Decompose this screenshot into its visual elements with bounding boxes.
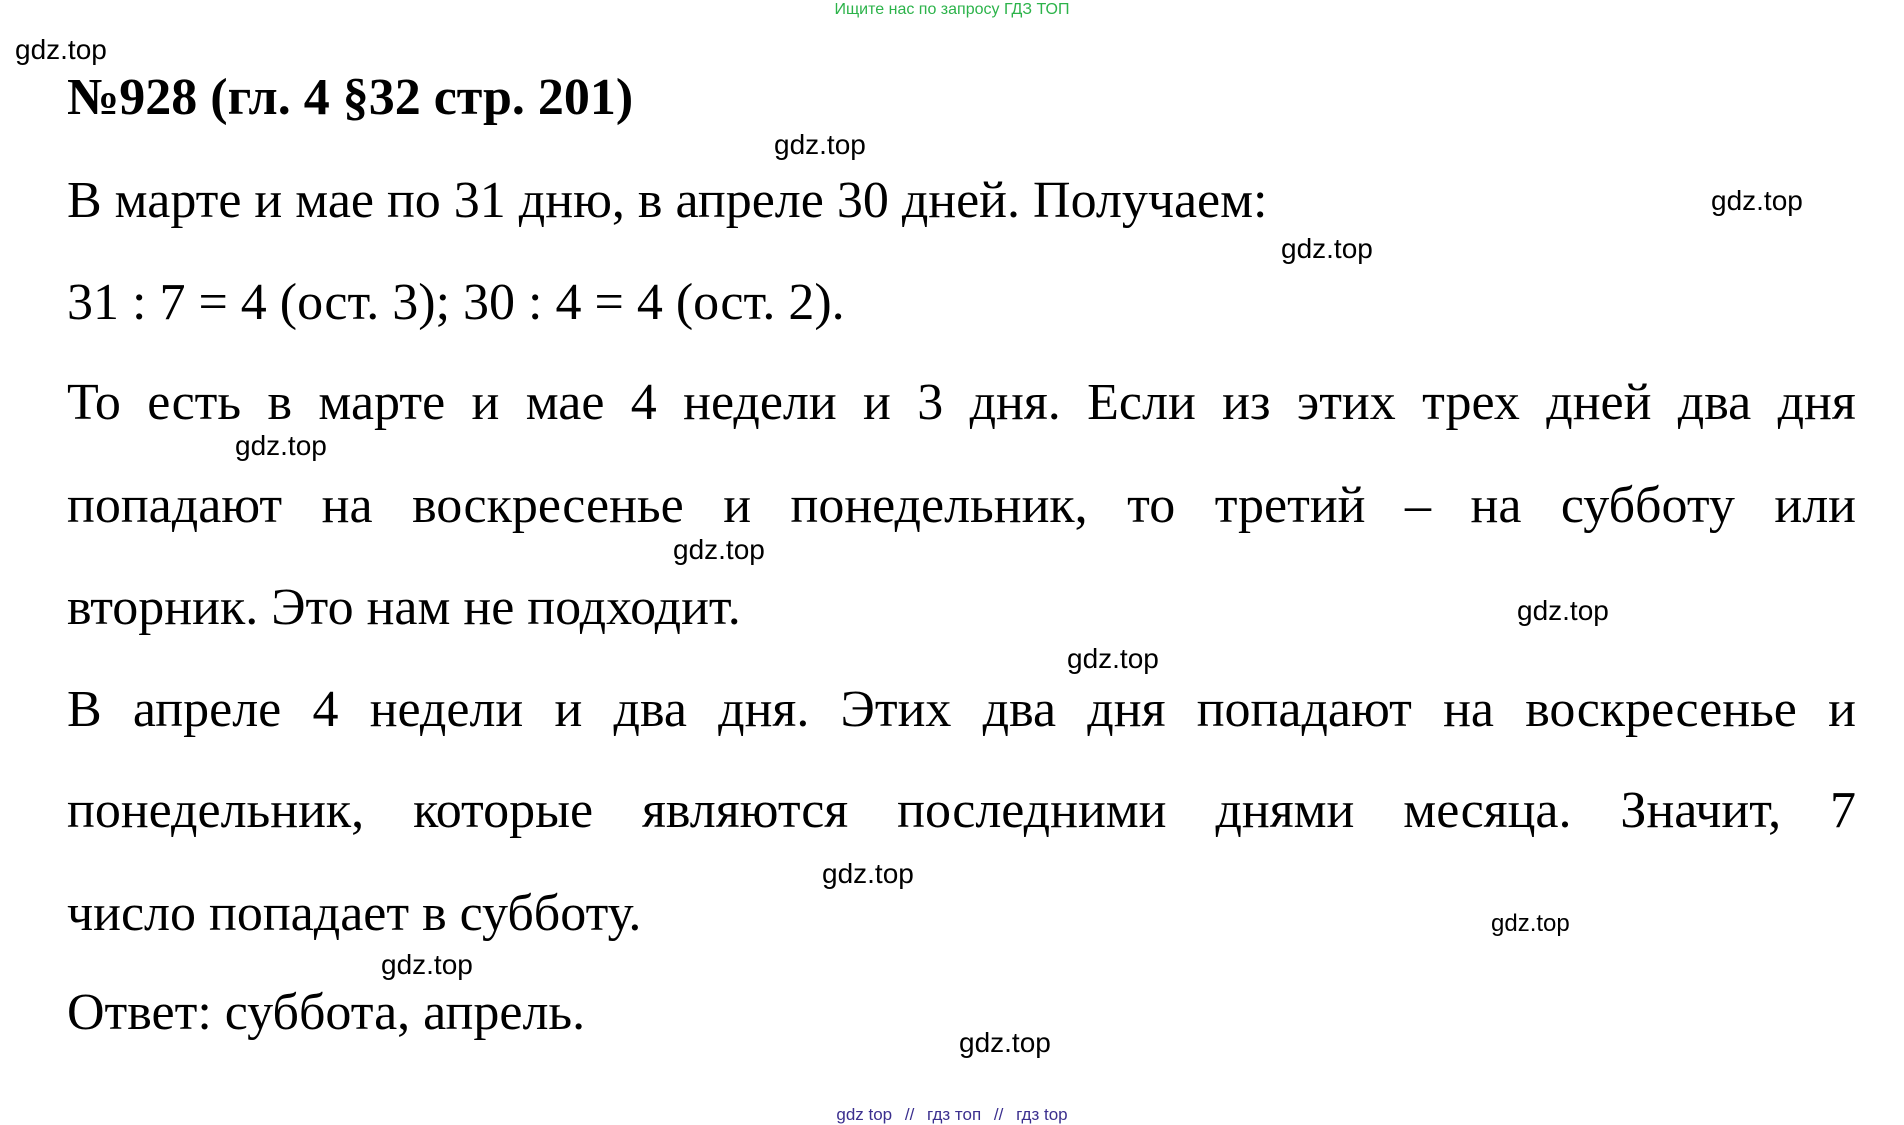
text-line-5: вторник. Это нам не подходит. bbox=[67, 579, 741, 636]
word: днями bbox=[1215, 782, 1355, 839]
word: третий bbox=[1214, 477, 1366, 534]
top-banner: Ищите нас по запросу ГДЗ ТОП bbox=[834, 1, 1070, 18]
word: Значит, bbox=[1620, 782, 1782, 839]
word: два bbox=[613, 681, 687, 738]
word: последними bbox=[897, 782, 1167, 839]
text-line-2: 31 : 7 = 4 (ост. 3); 30 : 4 = 4 (ост. 2). bbox=[67, 274, 845, 331]
bottom-link[interactable]: гдз top bbox=[1016, 1105, 1068, 1124]
word: в bbox=[267, 374, 293, 431]
word: являются bbox=[642, 782, 849, 839]
word: есть bbox=[147, 374, 242, 431]
watermark: gdz.top bbox=[1281, 233, 1373, 264]
word: и bbox=[723, 477, 752, 534]
text-line-7 bbox=[67, 782, 1856, 839]
word: дня. bbox=[718, 681, 810, 738]
word: или bbox=[1774, 477, 1856, 534]
word: недели bbox=[683, 374, 837, 431]
watermark: gdz.top bbox=[235, 430, 327, 461]
word: этих bbox=[1296, 374, 1396, 431]
page-title: №928 (гл. 4 §32 стр. 201) bbox=[67, 69, 634, 126]
word: и bbox=[1828, 681, 1856, 738]
bottom-link[interactable]: gdz top bbox=[836, 1105, 893, 1124]
word: дня bbox=[1087, 681, 1166, 738]
word: понедельник, bbox=[67, 782, 365, 839]
word: Если bbox=[1087, 374, 1196, 431]
word: – bbox=[1405, 477, 1431, 534]
word: и bbox=[863, 374, 891, 431]
word: месяца. bbox=[1403, 782, 1572, 839]
text-line-8: число попадает в субботу. bbox=[67, 885, 642, 942]
watermark: gdz.top bbox=[673, 534, 765, 565]
watermark: gdz.top bbox=[822, 858, 914, 889]
watermark: gdz.top bbox=[1517, 595, 1609, 626]
text-line-6 bbox=[67, 681, 1856, 738]
word: и bbox=[554, 681, 583, 738]
word: недели bbox=[369, 681, 524, 738]
word: на bbox=[1470, 477, 1522, 534]
word: два bbox=[1677, 374, 1752, 431]
word: на bbox=[321, 477, 373, 534]
word: воскресенье bbox=[412, 477, 684, 534]
word: на bbox=[1443, 681, 1495, 738]
word: То bbox=[67, 374, 121, 431]
word: 7 bbox=[1830, 782, 1856, 839]
word: В bbox=[67, 681, 102, 738]
word: дней bbox=[1546, 374, 1652, 431]
bottom-separator: // bbox=[993, 1105, 1004, 1124]
word: и bbox=[471, 374, 500, 431]
watermark: gdz.top bbox=[381, 949, 473, 980]
word: 3 bbox=[917, 374, 944, 431]
word: дня. bbox=[969, 374, 1061, 431]
word: дня bbox=[1777, 374, 1856, 431]
word: 4 bbox=[630, 374, 657, 431]
word: два bbox=[982, 681, 1057, 738]
watermark: gdz.top bbox=[15, 34, 107, 65]
watermark: gdz.top bbox=[1491, 910, 1570, 937]
watermark: gdz.top bbox=[1711, 185, 1803, 216]
answer-line: Ответ: суббота, апрель. bbox=[67, 984, 586, 1041]
word: 4 bbox=[312, 681, 339, 738]
word: попадают bbox=[67, 477, 283, 534]
word: попадают bbox=[1196, 681, 1412, 738]
word: апреле bbox=[132, 681, 282, 738]
watermark: gdz.top bbox=[774, 129, 866, 160]
word: понедельник, bbox=[790, 477, 1088, 534]
watermark: gdz.top bbox=[1067, 643, 1159, 674]
word: то bbox=[1127, 477, 1176, 534]
word: которые bbox=[413, 782, 594, 839]
watermark: gdz.top bbox=[959, 1027, 1051, 1058]
bottom-separator: // bbox=[904, 1105, 915, 1124]
word: субботу bbox=[1560, 477, 1735, 534]
bottom-links bbox=[0, 1105, 1904, 1125]
text-line-3 bbox=[67, 374, 1856, 431]
text-line-1: В марте и мае по 31 дню, в апреле 30 дней. Получаем: bbox=[67, 172, 1268, 229]
word: воскресенье bbox=[1525, 681, 1797, 738]
word: марте bbox=[318, 374, 446, 431]
bottom-link[interactable]: гдз топ bbox=[927, 1105, 982, 1124]
word: из bbox=[1222, 374, 1271, 431]
word: трех bbox=[1422, 374, 1520, 431]
word: мае bbox=[525, 374, 605, 431]
text-line-4 bbox=[67, 477, 1856, 534]
word: Этих bbox=[840, 681, 952, 738]
